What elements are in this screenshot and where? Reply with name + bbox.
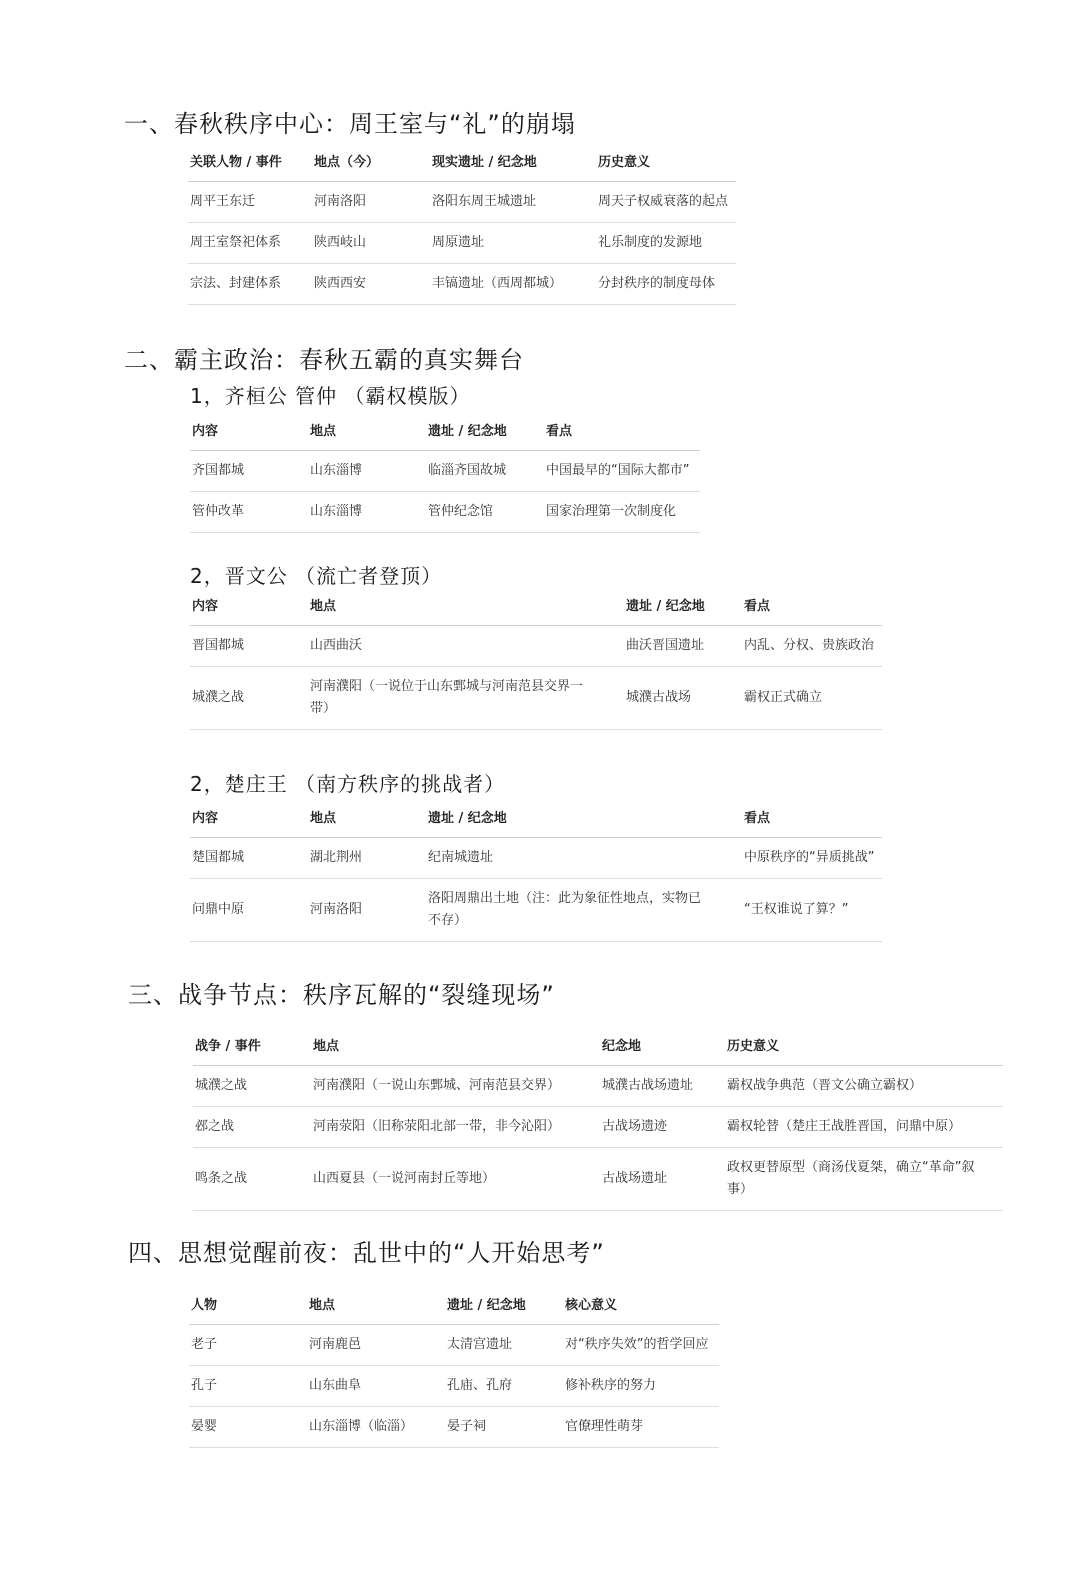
- subsection-2-table: [190, 585, 882, 730]
- column-header: 遗址 / 纪念地: [445, 1284, 563, 1324]
- table-cell: 管仲改革: [190, 491, 308, 532]
- section-4-title: 四、思想觉醒前夜：乱世中的“人开始思考”: [128, 1239, 605, 1267]
- table-row: [190, 450, 700, 491]
- section-1-title: 一、春秋秩序中心：周王室与“礼”的崩塌: [124, 110, 576, 138]
- column-header: 看点: [742, 585, 882, 625]
- table-cell: 孔庙、孔府: [445, 1365, 563, 1406]
- table-row: [193, 1147, 1003, 1210]
- table-cell: 陕西岐山: [312, 222, 430, 263]
- column-header: 看点: [544, 410, 700, 450]
- table-cell: 山东淄博（临淄）: [307, 1406, 445, 1447]
- table-row: [188, 181, 736, 222]
- table-cell: 修补秩序的努力: [563, 1365, 719, 1406]
- table-header-row: [190, 410, 700, 450]
- subsection-3-table: [190, 797, 882, 942]
- table-cell: 临淄齐国故城: [426, 450, 544, 491]
- table-cell: 鸣条之战: [193, 1147, 311, 1210]
- column-header: 看点: [742, 797, 882, 837]
- table-cell: “王权谁说了算？”: [742, 878, 882, 941]
- column-header: 战争 / 事件: [193, 1025, 311, 1065]
- table-cell: 太清宫遗址: [445, 1324, 563, 1365]
- section-4-table: [189, 1284, 719, 1448]
- section-3-title: 三、战争节点：秩序瓦解的“裂缝现场”: [128, 981, 555, 1009]
- table-cell: 晋国都城: [190, 625, 308, 666]
- column-header: 遗址 / 纪念地: [624, 585, 742, 625]
- table-cell: 邲之战: [193, 1106, 311, 1147]
- column-header: 地点（今）: [312, 141, 430, 181]
- table-cell: 晏子祠: [445, 1406, 563, 1447]
- table-cell: 周平王东迁: [188, 181, 312, 222]
- table-header-row: [190, 585, 882, 625]
- subsection-1-title: 1，齐桓公 管仲 （霸权模版）: [190, 384, 471, 408]
- column-header: 核心意义: [563, 1284, 719, 1324]
- table-row: [193, 1065, 1003, 1106]
- table-cell: 山西曲沃: [308, 625, 624, 666]
- table-cell: 河南鹿邑: [307, 1324, 445, 1365]
- table-cell: 城濮之战: [190, 666, 308, 729]
- column-header: 内容: [190, 797, 308, 837]
- column-header: 遗址 / 纪念地: [426, 410, 544, 450]
- table-cell: 对“秩序失效”的哲学回应: [563, 1324, 719, 1365]
- table-cell: 周王室祭祀体系: [188, 222, 312, 263]
- table-cell: 周天子权威衰落的起点: [596, 181, 736, 222]
- table-cell: 纪南城遗址: [426, 837, 742, 878]
- table-cell: 问鼎中原: [190, 878, 308, 941]
- table-cell: 山东淄博: [308, 450, 426, 491]
- section-1-table: [188, 141, 736, 305]
- table-cell: 城濮古战场遗址: [600, 1065, 725, 1106]
- table-cell: 老子: [189, 1324, 307, 1365]
- table-cell: 河南洛阳: [308, 878, 426, 941]
- table-cell: 官僚理性萌芽: [563, 1406, 719, 1447]
- section-3-table: [193, 1025, 1003, 1211]
- table-cell: 孔子: [189, 1365, 307, 1406]
- table-header-row: [189, 1284, 719, 1324]
- table-cell: 陕西西安: [312, 263, 430, 304]
- table-row: [190, 625, 882, 666]
- table-cell: 政权更替原型（商汤伐夏桀，确立“革命”叙事）: [725, 1147, 1003, 1210]
- table-cell: 城濮古战场: [624, 666, 742, 729]
- table-cell: 分封秩序的制度母体: [596, 263, 736, 304]
- table-cell: 古战场遗址: [600, 1147, 725, 1210]
- table-cell: 礼乐制度的发源地: [596, 222, 736, 263]
- table-cell: 中原秩序的“异质挑战”: [742, 837, 882, 878]
- table-row: [190, 837, 882, 878]
- table-header-row: [190, 797, 882, 837]
- column-header: 地点: [308, 585, 624, 625]
- table-cell: 河南洛阳: [312, 181, 430, 222]
- table-cell: 霸权战争典范（晋文公确立霸权）: [725, 1065, 1003, 1106]
- column-header: 纪念地: [600, 1025, 725, 1065]
- column-header: 人物: [189, 1284, 307, 1324]
- table-row: [190, 878, 882, 941]
- column-header: 地点: [308, 410, 426, 450]
- table-header-row: [188, 141, 736, 181]
- table-row: [188, 222, 736, 263]
- table-cell: 洛阳东周王城遗址: [430, 181, 596, 222]
- column-header: 地点: [307, 1284, 445, 1324]
- table-cell: 湖北荆州: [308, 837, 426, 878]
- column-header: 关联人物 / 事件: [188, 141, 312, 181]
- table-cell: 丰镐遗址（西周都城）: [430, 263, 596, 304]
- table-cell: 河南濮阳（一说山东鄄城、河南范县交界）: [311, 1065, 600, 1106]
- table-cell: 国家治理第一次制度化: [544, 491, 700, 532]
- table-cell: 内乱、分权、贵族政治: [742, 625, 882, 666]
- table-header-row: [193, 1025, 1003, 1065]
- table-row: [190, 491, 700, 532]
- column-header: 现实遗址 / 纪念地: [430, 141, 596, 181]
- column-header: 历史意义: [596, 141, 736, 181]
- table-cell: 管仲纪念馆: [426, 491, 544, 532]
- table-row: [189, 1365, 719, 1406]
- table-row: [188, 263, 736, 304]
- table-cell: 楚国都城: [190, 837, 308, 878]
- table-row: [190, 666, 882, 729]
- table-cell: 古战场遗迹: [600, 1106, 725, 1147]
- subsection-3-title: 2，楚庄王 （南方秩序的挑战者）: [190, 772, 506, 796]
- table-cell: 城濮之战: [193, 1065, 311, 1106]
- column-header: 历史意义: [725, 1025, 1003, 1065]
- column-header: 内容: [190, 410, 308, 450]
- table-cell: 河南荥阳（旧称荥阳北部一带，非今沁阳）: [311, 1106, 600, 1147]
- subsection-2-title: 2，晋文公 （流亡者登顶）: [190, 564, 443, 588]
- table-cell: 晏婴: [189, 1406, 307, 1447]
- subsection-1-table: [190, 410, 700, 533]
- column-header: 地点: [308, 797, 426, 837]
- column-header: 内容: [190, 585, 308, 625]
- table-cell: 山东淄博: [308, 491, 426, 532]
- table-row: [193, 1106, 1003, 1147]
- table-cell: 宗法、封建体系: [188, 263, 312, 304]
- table-cell: 周原遗址: [430, 222, 596, 263]
- table-cell: 曲沃晋国遗址: [624, 625, 742, 666]
- table-cell: 霸权轮替（楚庄王战胜晋国，问鼎中原）: [725, 1106, 1003, 1147]
- table-cell: 山东曲阜: [307, 1365, 445, 1406]
- table-cell: 中国最早的“国际大都市”: [544, 450, 700, 491]
- section-2-title: 二、霸主政治：春秋五霸的真实舞台: [124, 346, 524, 374]
- table-cell: 齐国都城: [190, 450, 308, 491]
- table-row: [189, 1324, 719, 1365]
- table-cell: 洛阳周鼎出土地（注：此为象征性地点，实物已不存）: [426, 878, 742, 941]
- table-cell: 河南濮阳（一说位于山东鄄城与河南范县交界一带）: [308, 666, 624, 729]
- column-header: 地点: [311, 1025, 600, 1065]
- table-cell: 霸权正式确立: [742, 666, 882, 729]
- column-header: 遗址 / 纪念地: [426, 797, 742, 837]
- table-cell: 山西夏县（一说河南封丘等地）: [311, 1147, 600, 1210]
- table-row: [189, 1406, 719, 1447]
